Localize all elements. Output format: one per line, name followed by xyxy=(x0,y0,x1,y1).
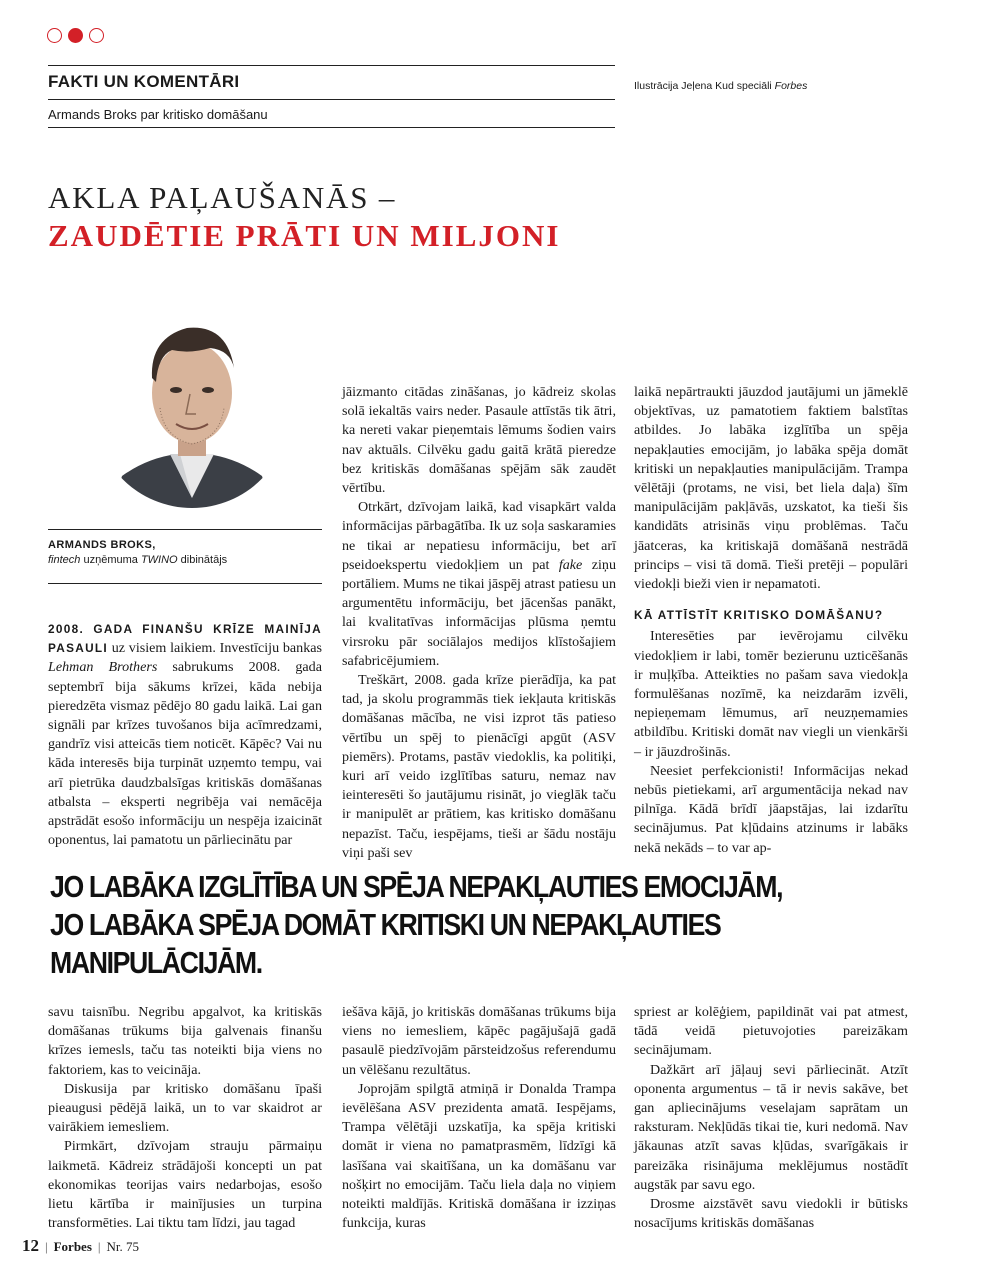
column-6 xyxy=(634,1003,908,1233)
dot-empty-2 xyxy=(89,28,104,43)
subtitle-rule xyxy=(48,127,615,128)
caption-role-middle: uzņēmuma xyxy=(80,554,141,566)
page-number: 12 xyxy=(22,1236,39,1255)
caption-name: ARMANDS BROKS, xyxy=(48,539,156,551)
paragraph: Drosme aizstāvēt savu viedokli ir būtisks nosacījums kritiskās domāšanas xyxy=(634,1196,908,1232)
paragraph: Interesēties par ievērojamu cilvēku viedokļiem ir labi, tomēr bezierunu uzticēšanās ir muļķība. Atteikties no pašam sava viedokļa formulēšanas nozīmē, ka neizdarām izvēli, nepieņemam lēmumus, arī neuzņemamies atbildību. Kritiski domāt nav viegli un vienkārši – ir jāuzdrošinās. xyxy=(634,628,908,760)
column-5 xyxy=(342,1003,616,1233)
column-4 xyxy=(48,1003,322,1233)
paragraph: laikā nepārtraukti jāuzdod jautājumi un jāmeklē objektīvas, uz pamatotiem faktiem balstītas atbildes. Jo labāka izglītība un spēja nepakļauties emocijām, jo labāka spēja domāt kritiski un nepakļauties manipulācijām. Trampa vēlētāji (protams, ne visi, bet liela daļa) šīm manipulācijām pakļāvās, uzskatot, ka tieši šis kandidāts atrisinās viņu problēmas. Taču jāatceras, ka kritiskajā domāšanā nestrādā princips – visi tā domā. Tieši pretēji – populāri viedokļi bieži vien ir nepamatoti. xyxy=(634,384,908,593)
credit-brand: Forbes xyxy=(774,80,808,92)
section-title: FAKTI UN KOMENTĀRI xyxy=(48,72,240,91)
column-1 xyxy=(48,620,322,850)
pull-quote-line: JO LABĀKA IZGLĪTĪBA UN SPĒJA NEPAKĻAUTIES EMOCIJĀM, xyxy=(50,869,783,904)
pull-quote-line: MANIPULĀCIJĀM. xyxy=(50,945,262,980)
section-rule xyxy=(48,99,615,100)
lead-in: 2008. GADA FINANŠU KRĪZE MAINĪJA PASAULI xyxy=(48,622,322,656)
section-indicator-dots xyxy=(47,28,104,43)
text-emphasis: fake xyxy=(558,556,583,573)
credit-text: Ilustrācija Jeļena Kud speciāli xyxy=(634,80,775,92)
footer-separator: | xyxy=(97,1239,101,1254)
caption-role-suffix: dibinātājs xyxy=(177,554,228,566)
dot-filled xyxy=(68,28,83,43)
pull-quote-line: JO LABĀKA SPĒJA DOMĀT KRITISKI UN NEPAKĻAUTIES xyxy=(50,907,721,942)
paragraph: Treškārt, 2008. gada krīze pierādīja, ka pat tad, ja skolu programmās tiek iekļauta kritiskās domāšanas mācība, ne visi izprot tās patieso vērtību un spēj to pienācīgi apgūt (ASV piemērs). Protams, pastāv viedoklis, ka politiķi, kuri arī veido izglītības saturu, nemaz nav ieinteresēti šo jautājumu risināt, jo vieglāk taču ir manipulēt ar prātiem, kas kritisko domāšanu nepazīst. Taču, iespējams, tieši ar šādu nostāju viņi paši sev xyxy=(342,672,616,861)
paragraph: iešāva kājā, jo kritiskās domāšanas trūkums bija viens no iemesliem, kāpēc pagājušajā gadā pasaulē piedzīvojām pārsteidzošus referendumu un vēlēšanu rezultātus. xyxy=(342,1004,616,1078)
paragraph: Neesiet perfekcionisti! Informācijas nekad nebūs pietiekami, arī argumentācija nekad nav pilnīga. Kādā brīdī jāapstājas, lai izdarītu secinājumus. Pat kļūdains atzinums ir labāks nekā nekāds – to var ap- xyxy=(634,762,908,856)
article-subtitle: Armands Broks par kritisko domāšanu xyxy=(48,107,268,122)
caption-role-prefix: fintech xyxy=(48,554,81,566)
subheading: KĀ ATTĪSTĪT KRITISKO DOMĀŠANU? xyxy=(634,608,884,623)
headline-line-1: AKLA PAĻAUŠANĀS – xyxy=(48,180,397,215)
paragraph: Diskusija par kritisko domāšanu īpaši pieaugusi pēdējā laikā, un to var skaidrot ar vairākiem iemesliem. xyxy=(48,1080,322,1136)
pull-quote xyxy=(50,868,824,982)
column-2 xyxy=(342,383,616,863)
paragraph: Dažkārt arī jāļauj sevi pārliecināt. Atzīt oponenta argumentus – tā ir nevis sakāve, bet gan apliecinājums veselajam saprātam un raksturam. Nekļūdās tikai tie, kuri nedomā. Nav jākaunas atzīt savas kļūdas, svarīgākais ir pareizāka risinājuma meklējumus nostādīt augstāk par savu ego. xyxy=(634,1061,908,1193)
caption-bottom-rule xyxy=(48,583,322,584)
paragraph: Pirmkārt, dzīvojam strauju pārmaiņu laikmetā. Kādreiz strādājoši koncepti un pat ekonomikas teorijas vairs nedarbojas, esošo lietu kārtība ir mainījusies un turpina transformēties. Lai tiktu tam līdzi, jau tagad xyxy=(48,1138,322,1232)
footer-brand: Forbes xyxy=(53,1239,92,1254)
text-emphasis: Lehman Brothers xyxy=(48,659,158,676)
paragraph: Joprojām spilgtā atmiņā ir Donalda Trampa ievēlēšana ASV prezidenta amatā. Iespējams, Trampa vēlētāji uzskatīja, ka spēja kritiski domāt ir viena no pamatprasmēm, līdzīgi kā lasīšana vai skaitīšana, un ka domāšanu var nošķirt no emocijām. Taču liela daļa no viņiem noteikti maldījās. Kritiskā domāšana ir izziņas funkcija, kuras xyxy=(342,1080,616,1232)
text-run: Otrkārt, dzīvojam laikā, kad visapkārt valda informācijas pārbagātība. Ik uz soļa saskaramies ne tikai ar nepatiesu informāciju, bet arī pseidoekspertu viedokļiem un pat xyxy=(342,499,616,573)
portrait-caption xyxy=(48,538,227,568)
top-rule xyxy=(48,65,615,66)
headline-line-2: ZAUDĒTIE PRĀTI UN MILJONI xyxy=(48,218,561,253)
paragraph xyxy=(342,498,616,671)
paragraph: spriest ar kolēģiem, papildināt vai pat atmest, tādā veidā pietuvojoties pareizākam secinājumam. xyxy=(634,1004,908,1059)
caption-rule xyxy=(48,529,322,530)
paragraph: jāizmanto citādas zināšanas, jo kādreiz skolas solā iekaltās vairs neder. Pasaule attīstās tik ātri, ka nereti vakar pieņemtais lēmums šodien vairs nav aktuāls. Cilvēku gadu gaitā krātā pieredze bez kritiskās domāšanas spējām sāk zaudēt vērtību. xyxy=(342,384,616,497)
paragraph: savu taisnību. Negribu apgalvot, ka kritiskās domāšanas trūkums bija galvenais finanšu krīzes iemesls, taču tas noteikti bija viens no faktoriem, kas to veicināja. xyxy=(48,1004,322,1078)
text-run: ziņu portāliem. Mums ne tikai jāspēj atrast patiesu un argumentētu informāciju, bet jācenšas panākt, lai kvalitatīvas informācijas plūsma ņemtu virsroku pār sociālajos medijos klīstošajiem safabricējumiem. xyxy=(342,556,616,669)
dot-empty-1 xyxy=(47,28,62,43)
footer-separator: | xyxy=(45,1239,48,1254)
caption-company: TWINO xyxy=(140,554,178,566)
text-run: sabrukums 2008. gada septembrī bija sākums krīzei, kāda nebija pieredzēta vismaz pēdējo 80 gadu laikā. Lai gan signāli par krīzes tuvošanos bija acīmredzami, gandrīz visi atteicās tiem noticēt. Kāpēc? Vai nu kāda interesēs bija turpināt uzņemto tempu, vai arī pietrūka daudzbalsīgas kritiskās domāšanas atbalsta – eksperti negribēja vai nemācēja apstrādāt esošo informāciju un nespēja izaicināt oponentus, lai pamatotu un pārliecinātu par xyxy=(48,659,322,849)
text-run: uz visiem laikiem. Investīciju bankas xyxy=(108,640,322,657)
issue-number: Nr. 75 xyxy=(106,1239,139,1254)
page-footer xyxy=(22,1236,139,1256)
paragraph xyxy=(48,620,322,850)
illustration-credit xyxy=(634,80,807,92)
portrait-illustration xyxy=(92,298,292,510)
column-3 xyxy=(634,383,908,858)
